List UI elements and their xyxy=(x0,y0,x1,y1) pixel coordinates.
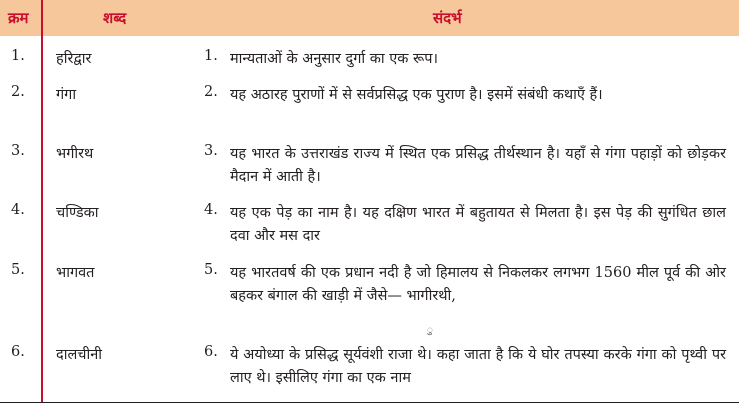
row-ref-text: मान्यताओं के अनुसार दुर्गा का एक रूप। xyxy=(230,51,439,67)
row-word: चण्डिका xyxy=(56,205,99,221)
row-ref-number: 1. xyxy=(204,48,218,64)
row-number: 2. xyxy=(11,84,25,100)
row-number: 6. xyxy=(11,344,25,360)
row-word: गंगा xyxy=(56,87,77,103)
row-number: 1. xyxy=(11,48,25,64)
row-word: भागवत xyxy=(56,265,95,281)
row-ref-number: 3. xyxy=(204,143,218,159)
table-header xyxy=(0,0,739,36)
stray-mark: ु xyxy=(427,325,433,336)
row-number: 5. xyxy=(11,262,25,278)
row-ref-text: यह भारत के उत्तराखंड राज्य में स्थित एक प्रसिद्ध तीर्थस्थान है। यहाँ से गंगा पहाड़ों को छोड़कर मैदान में आती है। xyxy=(230,146,726,185)
row-ref-number: 4. xyxy=(204,202,218,218)
row-number: 4. xyxy=(11,202,25,218)
column-divider xyxy=(41,0,43,403)
row-word: दालचीनी xyxy=(56,347,103,363)
row-ref-number: 2. xyxy=(204,84,218,100)
header-word: शब्द xyxy=(103,9,127,27)
header-serial: क्रम xyxy=(8,9,29,27)
row-word: भगीरथ xyxy=(56,146,94,162)
row-word: हरिद्वार xyxy=(56,51,92,67)
header-context: संदर्भ xyxy=(433,9,462,27)
row-ref-text: ये अयोध्या के प्रसिद्ध सूर्यवंशी राजा थे। कहा जाता है कि ये घोर तपस्या करके गंगा को पृथ्वी पर लाए थे। इसीलिए गंगा का एक नाम xyxy=(230,347,726,386)
bottom-rule xyxy=(0,402,739,403)
row-ref-text: यह अठारह पुराणों में से सर्वप्रसिद्ध एक पुराण है। इसमें संबंधी कथाएँ हैं। xyxy=(230,87,603,103)
row-ref-text: यह एक पेड़ का नाम है। यह दक्षिण भारत में बहुतायत से मिलता है। इस पेड़ की सुगंधित छाल दवा और मस दार xyxy=(230,205,726,244)
row-number: 3. xyxy=(11,143,25,159)
row-ref-number: 6. xyxy=(204,344,218,360)
row-ref-number: 5. xyxy=(204,262,218,278)
row-ref-text: यह भारतवर्ष की एक प्रधान नदी है जो हिमालय से निकलकर लगभग 1560 मील पूर्व की ओर बहकर बंगाल की खाड़ी में जैसे— भागीरथी, xyxy=(230,265,726,304)
